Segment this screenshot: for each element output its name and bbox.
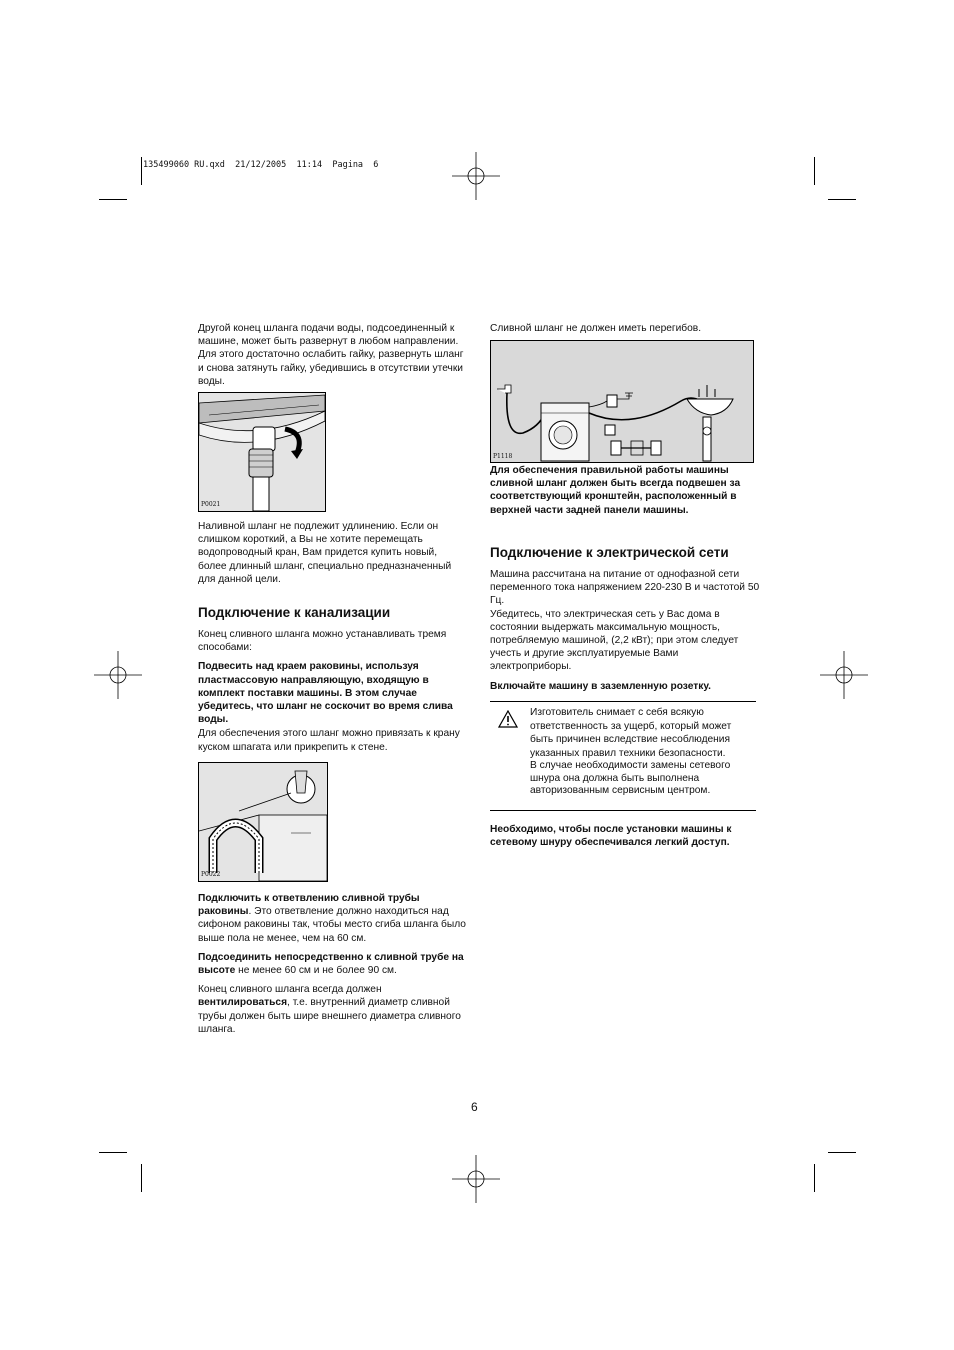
crop-mark bbox=[99, 199, 127, 200]
paragraph: Конец сливного шланга можно устанавливать тремя способами: bbox=[198, 629, 447, 654]
paragraph bbox=[198, 892, 466, 945]
left-column-4 bbox=[198, 892, 466, 1042]
crop-mark bbox=[828, 199, 856, 200]
figure-code: P0022 bbox=[201, 871, 221, 878]
registration-mark-icon bbox=[452, 1155, 500, 1203]
right-column-3 bbox=[490, 568, 760, 699]
drain-layout-illustration bbox=[490, 340, 754, 463]
warning-paragraph: В случае необходимости замены сетевого шнура она должна быть выполнена авторизованным сервисным центром. bbox=[530, 760, 731, 796]
bold-run: вентилироваться bbox=[198, 997, 288, 1009]
paragraph: Для обеспечения этого шланг можно привязать к крану куском шпагата или прикрепить к стене. bbox=[198, 728, 460, 753]
bold-lead: Подсоединить непосредственно к сливной трубе на высоте bbox=[198, 951, 464, 977]
right-column bbox=[490, 322, 756, 341]
figure-code: P0021 bbox=[201, 501, 221, 508]
section-heading-drainage: Подключение к канализации bbox=[198, 605, 391, 620]
safety-warning-box bbox=[490, 701, 756, 811]
figure-code: P1118 bbox=[493, 453, 513, 460]
paragraph bbox=[198, 983, 466, 1036]
left-column-2 bbox=[198, 520, 466, 592]
crop-mark bbox=[141, 1164, 142, 1192]
hose-nut-illustration bbox=[198, 392, 326, 512]
registration-mark-icon bbox=[452, 152, 500, 200]
warning-text bbox=[530, 706, 752, 804]
paragraph-bold: Включайте машину в заземленную розетку. bbox=[490, 680, 711, 692]
page-number: 6 bbox=[471, 1100, 478, 1114]
section-heading-electrical: Подключение к электрической сети bbox=[490, 545, 729, 560]
paragraph-bold: Подвесить над краем раковины, используя пластмассовую направляющую, входящую в комплект поставки машины. В этом случае убедитесь, что шланг не соскочит во время слива воды. bbox=[198, 661, 453, 726]
paragraph: Машина рассчитана на питание от однофазной сети переменного тока напряжением 220-230 В и частотой 50 Гц. bbox=[490, 569, 760, 607]
paragraph: Наливной шланг не подлежит удлинению. Если он слишком короткий, а Вы не хотите перемещать водопроводный кран, Вам придется купить новый, более длинный шланг, специально предназначенный для данной цели. bbox=[198, 521, 452, 585]
installation-schematic bbox=[491, 341, 753, 462]
paragraph-bold: Необходимо, чтобы после установки машины к сетевому шнуру обеспечивался легкий доступ. bbox=[490, 824, 732, 849]
paragraph-bold: Для обеспечения правильной работы машины сливной шланг должен быть всегда подвешен за соответствующий кронштейн, расположенный в верхней части задней панели машины. bbox=[490, 465, 741, 516]
paragraph: Убедитесь, что электрическая сеть у Вас дома в состоянии выдержать максимальную мощность, потребляемую машиной, (2,2 кВт); при этом следует учесть и другие эксплуатируемые Вами электроприборы. bbox=[490, 608, 739, 673]
crop-mark bbox=[141, 157, 142, 185]
right-column-4 bbox=[490, 823, 756, 855]
crop-mark bbox=[814, 1164, 815, 1192]
right-column-2 bbox=[490, 464, 756, 523]
text-run: . Это ответвление должно находиться над сифоном раковины так, чтобы место сгиба шланга было выше пола не менее, чем на 60 см. bbox=[198, 906, 466, 944]
left-column bbox=[198, 322, 466, 394]
warning-paragraph: Изготовитель снимает с себя всякую ответственность за ущерб, который может быть причинен вследствие несоблюдения указанных правил техники безопасности. bbox=[530, 707, 732, 759]
text-run: , т.е. внутренний диаметр сливной трубы должен быть шире внешнего диаметра сливного шланга. bbox=[198, 997, 461, 1035]
hose-connection-drawing bbox=[199, 393, 325, 511]
warning-triangle-icon bbox=[498, 710, 518, 728]
crop-mark bbox=[828, 1152, 856, 1153]
crop-mark bbox=[814, 157, 815, 185]
file-slug: 135499060 RU.qxd 21/12/2005 11:14 Pagina 6 bbox=[143, 160, 379, 170]
registration-mark-icon bbox=[94, 651, 142, 699]
text-run: не менее 60 см и не более 90 см. bbox=[235, 965, 397, 977]
left-column-3 bbox=[198, 628, 466, 760]
bold-lead: Подключить к ответвлению сливной трубы раковины bbox=[198, 893, 420, 918]
paragraph: Другой конец шланга подачи воды, подсоединенный к машине, может быть развернут в любом направлении. Для этого достаточно ослабить гайку, развернуть шланг и снова затянуть гайку, убедившись в отсутствии утечки воды. bbox=[198, 323, 464, 387]
registration-mark-icon bbox=[820, 651, 868, 699]
crop-mark bbox=[99, 1152, 127, 1153]
paragraph: Сливной шланг не должен иметь перегибов. bbox=[490, 323, 702, 334]
drain-hose-hook-drawing bbox=[199, 763, 327, 881]
text-run: Конец сливного шланга всегда должен bbox=[198, 984, 382, 996]
paragraph bbox=[198, 951, 466, 977]
sink-hook-illustration bbox=[198, 762, 328, 882]
